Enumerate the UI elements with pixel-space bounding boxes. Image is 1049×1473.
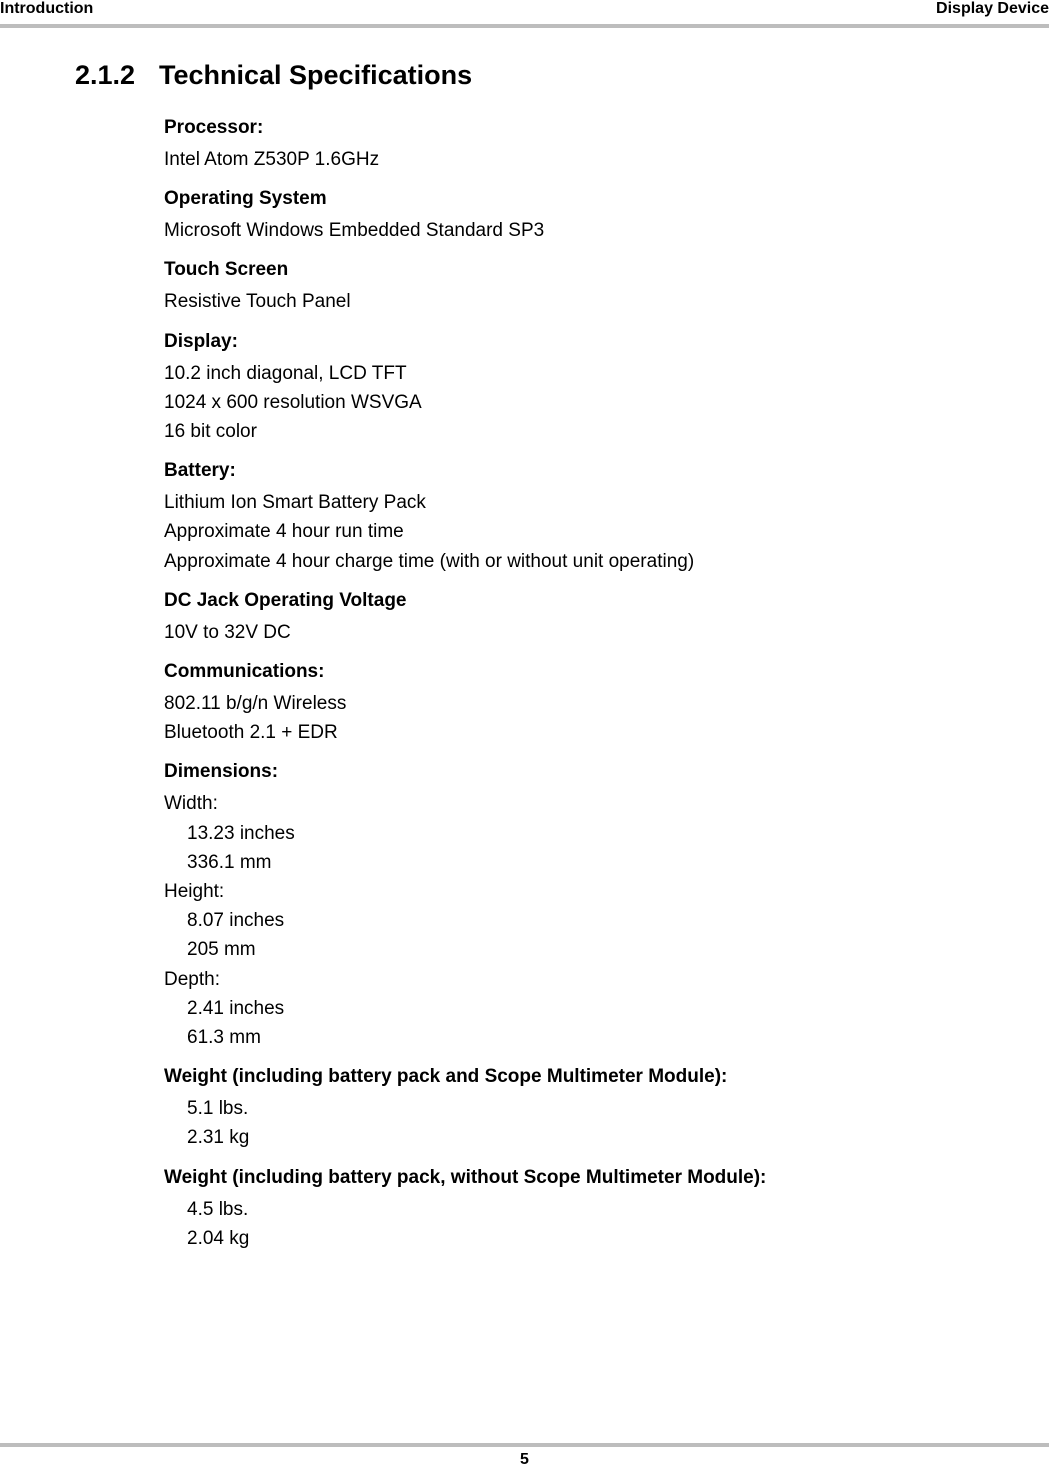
spec-value: Bluetooth 2.1 + EDR (164, 722, 338, 744)
spec-value: 4.5 lbs. (187, 1198, 249, 1220)
spec-value: 8.07 inches (187, 910, 285, 932)
dimension-label-height: Height: (164, 881, 225, 903)
spec-value: Intel Atom Z530P 1.6GHz (164, 149, 380, 170)
spec-value: 16 bit color (164, 421, 257, 443)
header-chapter: Introduction (0, 0, 94, 17)
spec-value: 2.04 kg (187, 1227, 250, 1249)
dimension-label-width: Width: (164, 793, 218, 815)
spec-value: 336.1 mm (187, 851, 272, 873)
spec-processor (164, 116, 1024, 174)
spec-value: 2.41 inches (187, 997, 285, 1019)
spec-value: 13.23 inches (187, 822, 295, 844)
section-title: Technical Specifications (159, 60, 473, 90)
spec-touch-screen (164, 258, 1024, 316)
spec-battery (164, 459, 1024, 576)
header-section: Display Device (936, 0, 1049, 17)
spec-value: 61.3 mm (187, 1027, 261, 1049)
section-heading (75, 58, 472, 92)
spec-value: Resistive Touch Panel (164, 291, 351, 313)
spec-dc-jack-voltage (164, 589, 1024, 647)
spec-value: Lithium Ion Smart Battery Pack (164, 492, 426, 514)
spec-weight-with-module (164, 1065, 1024, 1152)
spec-value: 10.2 inch diagonal, LCD TFT (164, 362, 407, 384)
spec-value: 802.11 b/g/n Wireless (164, 693, 347, 715)
footer-rule (0, 1443, 1049, 1447)
spec-label: DC Jack Operating Voltage (164, 589, 407, 611)
dimension-label-depth: Depth: (164, 968, 220, 990)
spec-weight-without-module (164, 1166, 1024, 1253)
spec-communications (164, 660, 1024, 747)
spec-label: Weight (including battery pack, without Scope Multimeter Module): (164, 1166, 767, 1188)
spec-dimensions (164, 760, 1024, 1052)
spec-list (164, 116, 1024, 1266)
spec-label: Weight (including battery pack and Scope Multimeter Module): (164, 1066, 728, 1088)
spec-operating-system (164, 187, 1024, 245)
spec-value: 10V to 32V DC (164, 621, 291, 643)
spec-value: 5.1 lbs. (187, 1098, 249, 1120)
header-rule (0, 24, 1049, 28)
spec-label: Communications: (164, 661, 325, 683)
spec-label: Dimensions: (164, 761, 279, 783)
page-number: 5 (520, 1451, 529, 1468)
spec-value: 205 mm (187, 939, 256, 961)
spec-value: Microsoft Windows Embedded Standard SP3 (164, 220, 545, 242)
spec-label: Touch Screen (164, 259, 289, 281)
spec-label: Battery: (164, 460, 236, 482)
spec-value: Approximate 4 hour charge time (with or without unit operating) (164, 550, 695, 572)
spec-display (164, 330, 1024, 447)
spec-value: 2.31 kg (187, 1127, 250, 1149)
spec-value: Approximate 4 hour run time (164, 521, 404, 543)
section-number: 2.1.2 (75, 60, 136, 90)
spec-label: Operating System (164, 188, 327, 210)
spec-value: 1024 x 600 resolution WSVGA (164, 391, 422, 413)
spec-label: Processor: (164, 117, 264, 138)
spec-label: Display: (164, 330, 238, 352)
